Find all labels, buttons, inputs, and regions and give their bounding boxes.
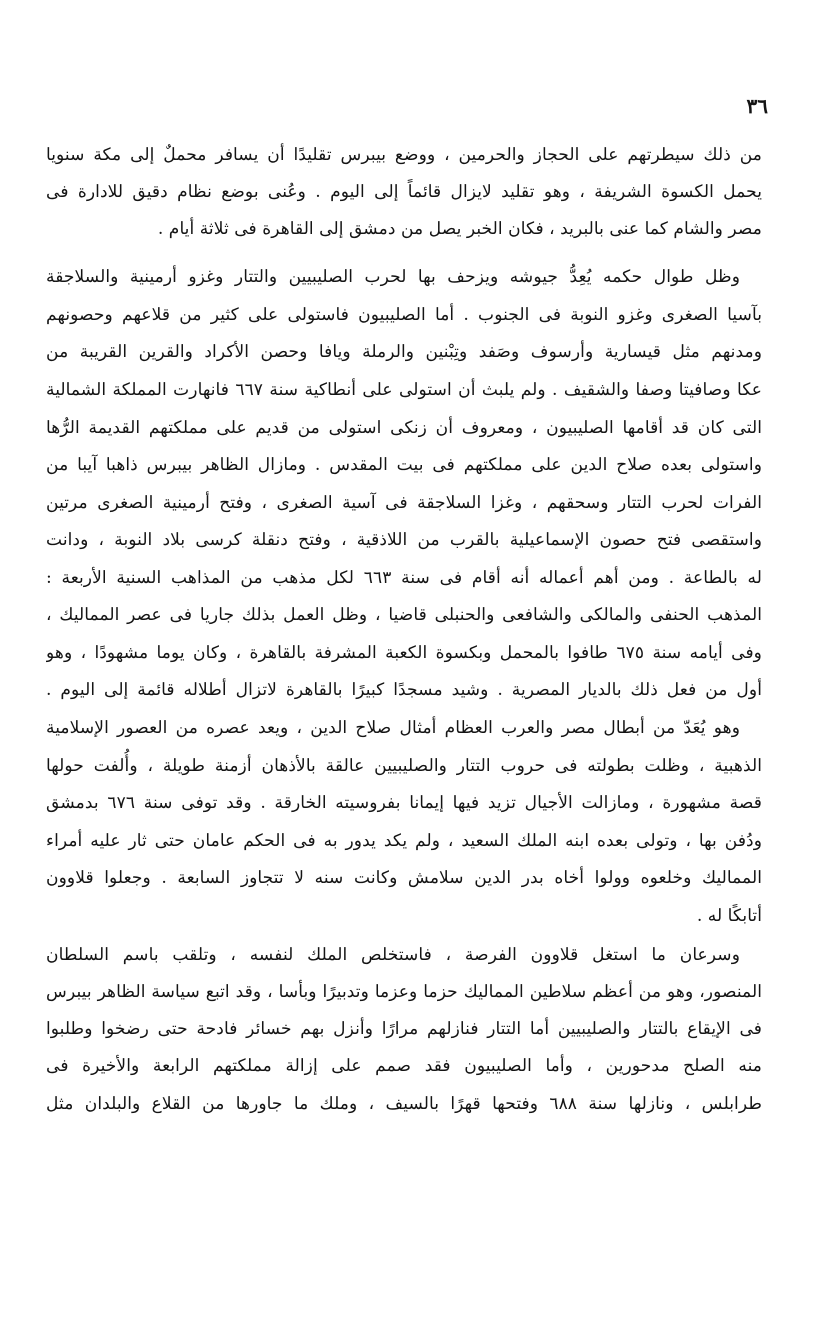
text-line: وهو يُعَدّ من أبطال مصر والعرب العظام أمثال صلاح الدين ، ويعد عصره من العصور الإسلامية — [46, 718, 740, 738]
text-line: المماليك وخلعوه وولوا أخاه بدر الدين سلامش وكانت سنه لا تتجاوز السابعة . وجعلوا قلاوون — [46, 868, 762, 888]
text-line: أول من فعل ذلك بالديار المصرية . وشيد مسجدًا كبيرًا بالقاهرة لاتزال أطلاله قائمة إلى اليوم . — [46, 680, 762, 700]
text-line: المذهب الحنفى والمالكى والشافعى والحنبلى قاضيا ، وظل العمل بذلك جاريا فى عصر المماليك ، — [46, 605, 762, 625]
text-line: الفرات لحرب التتار وسحقهم ، وغزا السلاجقة فى آسية الصغرى ، وفتح أرمينية الصغرى مرتين — [46, 493, 762, 513]
text-line: قصة مشهورة ، ومازالت الأجيال تزيد فيها إيمانا بفروسيته الخارقة . وقد توفى سنة ٦٧٦ بدمشق — [46, 793, 762, 813]
text-line: التى كان قد أقامها الصليبيون ، ومعروف أن زنكى استولى من قديم على مملكتهم القديمة الرُّها — [46, 418, 762, 438]
text-line: عكا وصافيتا وصفا والشقيف . ولم يلبث أن استولى على أنطاكية سنة ٦٦٧ فانهارت المملكة الشمالية — [46, 380, 762, 400]
text-line: بآسيا الصغرى وغزو النوبة فى الجنوب . أما الصليبيون فاستولى على كثير من قلاعهم وحصونهم — [46, 305, 762, 325]
text-line: وسرعان ما استغل قلاوون الفرصة ، فاستخلص الملك لنفسه ، وتلقب باسم السلطان — [46, 945, 740, 965]
text-line: الذهبية ، وظلت بطولته فى حروب التتار والصليبيين عالقة بالأذهان أزمنة طويلة ، وأُلفت حولها — [46, 756, 762, 776]
text-line: مصر والشام كما عنى بالبريد ، فكان الخبر يصل من دمشق إلى القاهرة فى ثلاثة أيام . — [157, 219, 762, 239]
text-line: وظل طوال حكمه يُعِدُّ جيوشه ويزحف بها لحرب الصليبيين والتتار وغزو أرمينية والسلاجقة — [46, 267, 740, 287]
text-line: واستولى بعده صلاح الدين على مملكتهم فى بيت المقدس . ومازال الظاهر بيبرس ذاهبا آيبا من — [46, 455, 762, 475]
text-line: فى الإيقاع بالتتار والصليبيين أما التتار فنازلهم مرارًا وأنزل بهم خسائر فادحة حتى رضخوا وطلبوا — [46, 1019, 762, 1039]
text-line: واستقصى فتح حصون الإسماعيلية بالقرب من اللاذقية ، وفتح دنقلة كرسى بلاد النوبة ، ودانت — [46, 530, 762, 550]
text-line: وفى أيامه سنة ٦٧٥ طافوا بالمحمل وبكسوة الكعبة المشرفة بالقاهرة ، وكان يوما مشهودًا ، وهو — [46, 643, 762, 663]
text-line: يحمل الكسوة الشريفة ، وهو تقليد لايزال قائماً إلى اليوم . وعُنى بوضع نظام دقيق للادارة فى — [46, 182, 762, 202]
text-line: منه الصلح مدحورين ، وأما الصليبيون فقد صمم على إزالة مملكتهم الرابعة والأخيرة فى — [46, 1056, 762, 1076]
text-line: من ذلك سيطرتهم على الحجاز والحرمين ، ووضع بيبرس تقليدًا أن يسافر محملٌ إلى مكة سنويا — [46, 145, 762, 165]
text-line: طرابلس ، ونازلها سنة ٦٨٨ وفتحها قهرًا بالسيف ، وملك ما جاورها من القلاع والبلدان مثل — [46, 1094, 762, 1114]
text-line: له بالطاعة . ومن أهم أعماله أنه أقام فى سنة ٦٦٣ لكل مذهب من المذاهب السنية الأربعة : — [46, 568, 762, 588]
text-line: ومدنهم مثل قيسارية وأرسوف وصَفد وتِبْنين والرملة ويافا وحصن الأكراد والقرين القريبة من — [46, 342, 762, 362]
text-line: أتابكًا له . — [696, 906, 762, 926]
text-line: المنصور، وهو من أعظم سلاطين المماليك حزما وعزما وتدبيرًا وبأسا ، وقد اتبع سياسة الظاهر بيبرس — [46, 982, 762, 1002]
page-number: ٣٦ — [746, 94, 768, 118]
text-line: ودُفن بها ، وتولى بعده ابنه الملك السعيد ، ولم يكد يدور به فى الحكم عامان حتى ثار عليه أمراء — [46, 831, 762, 851]
